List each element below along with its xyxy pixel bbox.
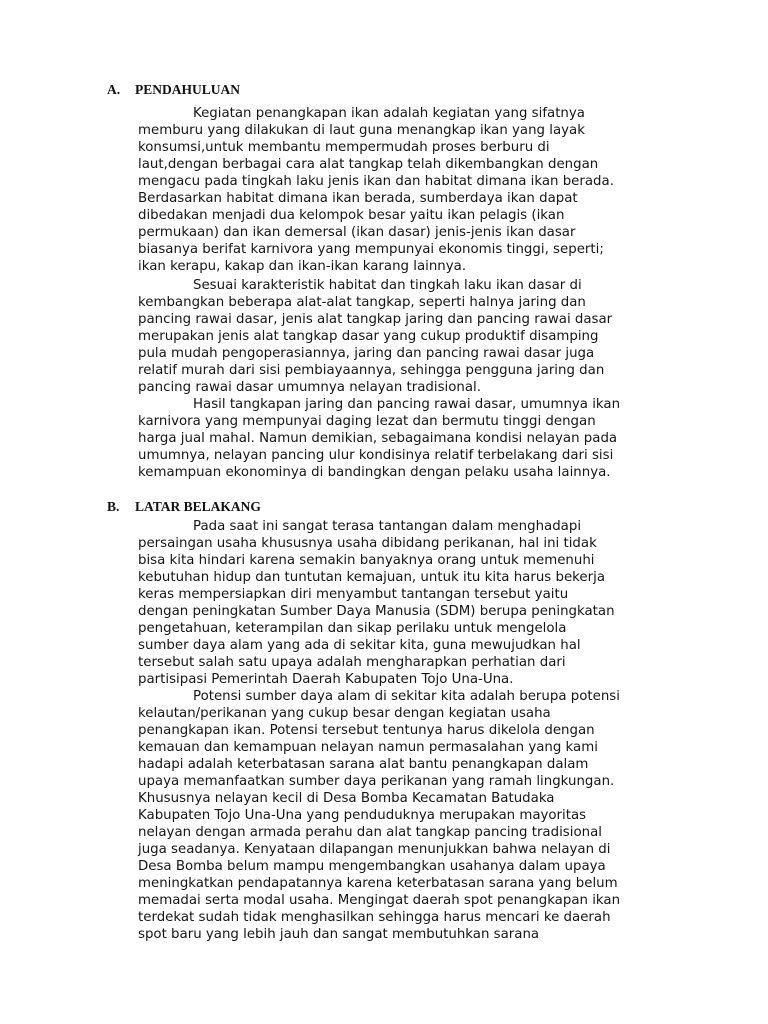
section-number: B. bbox=[107, 499, 120, 514]
paragraph-line: harga jual mahal. Namun demikian, sebagaimana kondisi nelayan pada bbox=[138, 431, 618, 446]
paragraph bbox=[138, 396, 704, 481]
paragraph-line: Kegiatan penangkapan ikan adalah kegiatan yang sifatnya bbox=[193, 106, 585, 121]
paragraph-line: Desa Bomba belum mampu mengembangkan usahanya dalam upaya bbox=[138, 859, 606, 874]
paragraph-line: nelayan dengan armada perahu dan alat tangkap pancing tradisional bbox=[138, 825, 602, 840]
paragraph-line: meningkatkan pendapatannya karena keterbatasan sarana yang belum bbox=[138, 876, 618, 891]
paragraph-line: sumber daya alam yang ada di sekitar kita, guna mewujudkan hal bbox=[138, 638, 581, 653]
paragraph-line: pengetahuan, keterampilan dan sikap perilaku untuk mengelola bbox=[138, 621, 567, 636]
paragraph-line: tersebut salah satu upaya adalah mengharapkan perhatian dari bbox=[138, 655, 566, 670]
paragraph-line: biasanya berifat karnivora yang mempunyai ekonomis tinggi, seperti; bbox=[138, 242, 604, 257]
paragraph-line: partisipasi Pemerintah Daerah Kabupaten Tojo Una-Una. bbox=[138, 672, 514, 687]
paragraph-line: hadapi adalah keterbatasan sarana alat bantu penangkapan dalam bbox=[138, 757, 589, 772]
paragraph-line: pancing rawai dasar umumnya nelayan tradisional. bbox=[138, 380, 482, 395]
paragraph-line: bisa kita hindari karena semakin banyaknya orang untuk memenuhi bbox=[138, 553, 595, 568]
paragraph-line: kebutuhan hidup dan tuntutan kemajuan, untuk itu kita harus bekerja bbox=[138, 570, 605, 585]
paragraph-line: mengacu pada tingkah laku jenis ikan dan habitat dimana ikan berada. bbox=[138, 174, 614, 189]
paragraph-line: memadai serta modal usaha. Mengingat daerah spot penangkapan ikan bbox=[138, 893, 621, 908]
paragraph-line: penangkapan ikan. Potensi tersebut tentunya harus dikelola dengan bbox=[138, 723, 595, 738]
paragraph-line: Sesuai karakteristik habitat dan tingkah laku ikan dasar di bbox=[193, 278, 582, 293]
section-body bbox=[138, 105, 704, 481]
section-body bbox=[138, 518, 704, 943]
paragraph-line: merupakan jenis alat tangkap dasar yang cukup produktif disamping bbox=[138, 329, 599, 344]
paragraph-line: kembangkan beberapa alat-alat tangkap, seperti halnya jaring dan bbox=[138, 295, 586, 310]
paragraph-line: Khususnya nelayan kecil di Desa Bomba Kecamatan Batudaka bbox=[138, 791, 555, 806]
section-heading bbox=[107, 82, 240, 98]
paragraph-line: Kabupaten Tojo Una-Una yang penduduknya merupakan mayoritas bbox=[138, 808, 587, 823]
paragraph-line: relatif murah dari sisi pembiayaannya, sehingga pengguna jaring dan bbox=[138, 363, 605, 378]
paragraph-line: Potensi sumber daya alam di sekitar kita adalah berupa potensi bbox=[193, 689, 620, 704]
paragraph-line: laut,dengan berbagai cara alat tangkap telah dikembangkan dengan bbox=[138, 157, 599, 172]
paragraph bbox=[138, 688, 704, 943]
section-heading bbox=[107, 499, 261, 515]
paragraph-line: konsumsi,untuk membantu mempermudah proses berburu di bbox=[138, 140, 550, 155]
paragraph-line: persaingan usaha khususnya usaha dibidang perikanan, hal ini tidak bbox=[138, 536, 597, 551]
paragraph-line: pula mudah pengoperasiannya, jaring dan pancing rawai dasar juga bbox=[138, 346, 595, 361]
paragraph-line: keras mempersiapkan diri menyambut tantangan tersebut yaitu bbox=[138, 587, 569, 602]
paragraph-line: umumnya, nelayan pancing ulur kondisinya relatif terbelakang dari sisi bbox=[138, 448, 614, 463]
paragraph-line: terdekat sudah tidak menghasilkan sehingga harus mencari ke daerah bbox=[138, 910, 611, 925]
paragraph bbox=[138, 518, 704, 688]
section-title: LATAR BELAKANG bbox=[135, 499, 261, 514]
section-number: A. bbox=[107, 82, 121, 97]
paragraph-line: spot baru yang lebih jauh dan sangat membutuhkan sarana bbox=[138, 927, 540, 942]
paragraph bbox=[138, 277, 704, 396]
section-title: PENDAHULUAN bbox=[135, 82, 241, 97]
paragraph-line: juga seadanya. Kenyataan dilapangan menunjukkan bahwa nelayan di bbox=[138, 842, 611, 857]
paragraph-line: kemampuan ekonominya di bandingkan dengan pelaku usaha lainnya. bbox=[138, 465, 611, 480]
paragraph-line: dibedakan menjadi dua kelompok besar yaitu ikan pelagis (ikan bbox=[138, 208, 565, 223]
paragraph-line: dengan peningkatan Sumber Daya Manusia (SDM) berupa peningkatan bbox=[138, 604, 615, 619]
paragraph-line: upaya memanfaatkan sumber daya perikanan yang ramah lingkungan. bbox=[138, 774, 615, 789]
paragraph-line: ikan kerapu, kakap dan ikan-ikan karang lainnya. bbox=[138, 259, 467, 274]
paragraph-line: pancing rawai dasar, jenis alat tangkap jaring dan pancing rawai dasar bbox=[138, 312, 613, 327]
paragraph-line: permukaan) dan ikan demersal (ikan dasar) jenis-jenis ikan dasar bbox=[138, 225, 576, 240]
paragraph-line: Berdasarkan habitat dimana ikan berada, sumberdaya ikan dapat bbox=[138, 191, 578, 206]
paragraph-line: Pada saat ini sangat terasa tantangan dalam menghadapi bbox=[193, 519, 582, 534]
paragraph-line: kelautan/perikanan yang cukup besar dengan kegiatan usaha bbox=[138, 706, 551, 721]
paragraph-line: kemauan dan kemampuan nelayan namun permasalahan yang kami bbox=[138, 740, 598, 755]
paragraph-line: karnivora yang mempunyai daging lezat dan bermutu tinggi dengan bbox=[138, 414, 596, 429]
paragraph-line: memburu yang dilakukan di laut guna menangkap ikan yang layak bbox=[138, 123, 585, 138]
paragraph bbox=[138, 105, 704, 275]
paragraph-line: Hasil tangkapan jaring dan pancing rawai dasar, umumnya ikan bbox=[193, 397, 621, 412]
